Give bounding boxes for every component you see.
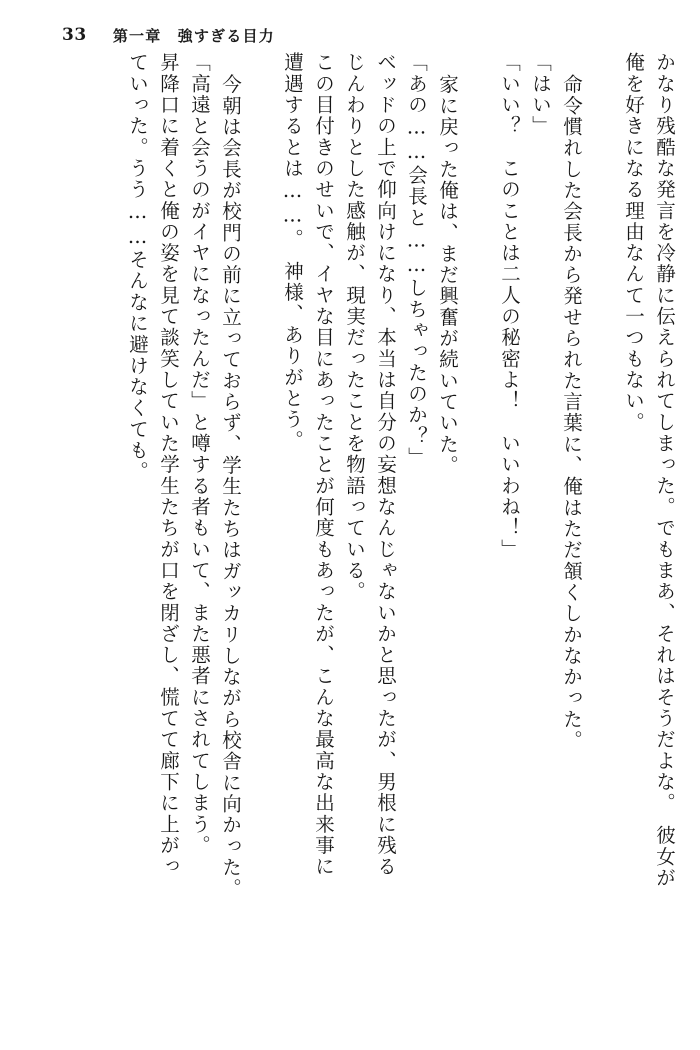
text-column: かなり残酷な発言を冷静に伝えられてしまった。でもまあ、それはそうだよな。 彼女が	[653, 52, 676, 889]
text-column: 「高遠と会うのがイヤになったんだ」と噂する者もいて、また悪者にされてしまう。	[188, 52, 211, 856]
vertical-body-text	[26, 52, 674, 1030]
text-column: 今朝は会長が校門の前に立っておらず、学生たちはガッカリしながら校舎に向かった。	[219, 74, 242, 900]
text-column: 遭遇するとは……。 神様、ありがとう。	[281, 52, 304, 452]
text-column: じんわりとした感触が、現実だったことを物語っている。	[343, 52, 366, 603]
chapter-title: 第一章 強すぎる目力	[112, 26, 275, 45]
text-column-spacer	[240, 52, 271, 1018]
page-header	[0, 18, 700, 52]
text-column: ベッドの上で仰向けになり、本当は自分の妄想なんじゃないかと思ったが、男根に残る	[374, 52, 397, 878]
text-column-spacer	[581, 52, 612, 1018]
text-column: 「あの……会長と……しちゃったのか？」	[405, 52, 428, 468]
text-column: 昇降口に着くと俺の姿を見て談笑していた学生たちが口を閉ざし、慌てて廊下に上がっ	[157, 52, 180, 878]
text-column: ていった。うう……そんなに避けなくても。	[126, 52, 149, 483]
text-column: この目付きのせいで、イヤな目にあったことが何度もあったが、こんな最高な出来事に	[312, 52, 335, 878]
text-column: 命令慣れした会長から発せられた言葉に、俺はただ頷くしかなかった。	[560, 74, 583, 752]
text-column: 家に戻った俺は、まだ興奮が続いていた。	[436, 74, 459, 476]
text-column: 俺を好きになる理由なんて一つもない。	[622, 52, 645, 433]
text-column: 「はい」	[529, 52, 552, 137]
page-number: 33	[62, 25, 87, 45]
text-column-spacer	[457, 52, 488, 1018]
text-column: 「いい？ このことは二人の秘密よ！ いいわね！」	[498, 52, 521, 560]
